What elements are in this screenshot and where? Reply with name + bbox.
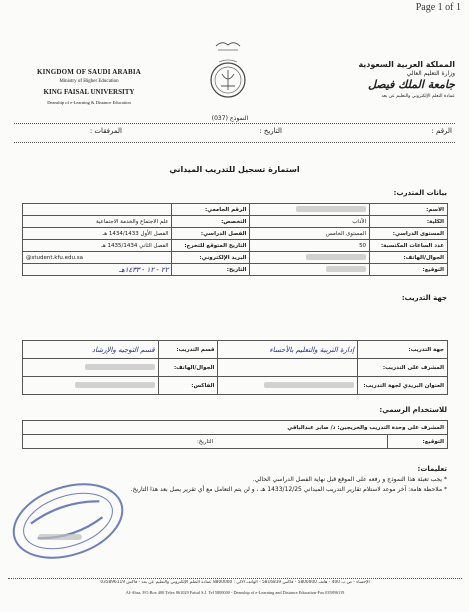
value-college: الآداب	[250, 216, 370, 228]
instruction-item: * ملاحظة هامة: آخر موعد لاستلام تقارير التدريب الميداني 1433/12/25 هـ ، و لن يتم التعامل مع أي تقرير يصل بعد هذا التاريخ.	[130, 485, 447, 493]
label-major: التخصص:	[172, 216, 250, 228]
label-semester: الفصل الدراسي:	[172, 228, 250, 240]
table-row	[23, 204, 448, 216]
official-signature-label: التوقيع:	[388, 435, 448, 449]
instruction-item: * يجب تعبئة هذا النموذج و رفعه على الموقع قبل نهاية الفصل الدراسي الحالي.	[252, 476, 447, 484]
label-fax: الفاكس:	[158, 377, 218, 395]
trainee-table	[22, 203, 448, 276]
redacted-signature	[326, 266, 366, 272]
header-ar-deanship: عمادة التعلم الإلكتروني والتعليم عن بعد	[381, 93, 455, 99]
label-date: التاريخ:	[172, 264, 250, 276]
label-graduation: التاريخ المتوقع للتخرج:	[172, 240, 250, 252]
table-row	[23, 216, 448, 228]
ref-date-label: التاريخ :	[259, 127, 282, 135]
header-ar-ministry: وزارة التعليم العالي	[406, 69, 455, 77]
page-counter: Page 1 of 1	[415, 2, 461, 13]
header-en-deanship: Deanship of e-Learning & Distance Education	[47, 99, 131, 105]
value-semester: الفصل الأول 1434/1433 هـ	[23, 228, 172, 240]
label-college: الكلية:	[370, 216, 448, 228]
table-row	[23, 252, 448, 264]
label-name: الاسم:	[370, 204, 448, 216]
header-english	[14, 68, 164, 105]
value-mobile	[250, 252, 370, 264]
header-divider	[14, 123, 455, 124]
value-hours: 50	[250, 240, 370, 252]
value-training-mobile	[23, 359, 159, 377]
label-student-id: الرقم الجامعي:	[172, 204, 250, 216]
value-signature	[250, 264, 370, 276]
table-row	[23, 240, 448, 252]
official-date-cell	[23, 435, 388, 449]
value-name	[250, 204, 370, 216]
form-title: استمارة تسجيل للتدريب الميداني	[169, 165, 300, 174]
official-date-label: التاريخ:	[196, 438, 214, 445]
ref-divider	[14, 142, 455, 143]
header-en-university: KING FAISAL UNIVERSITY	[43, 87, 135, 96]
label-email: البريد الإلكتروني:	[172, 252, 250, 264]
value-fax	[23, 377, 159, 395]
official-supervisor: المشرف على وحدة التدريب والخريجين: د/ صابر عبدالباقي	[23, 421, 448, 435]
redacted-name	[296, 206, 366, 212]
table-row	[23, 359, 448, 377]
value-email: @student.kfu.edu.sa	[23, 252, 172, 264]
label-training-entity: جهة التدريب:	[358, 341, 448, 359]
label-training-mobile: الجوال/الهاتف:	[158, 359, 218, 377]
training-table	[22, 340, 448, 395]
instructions-heading: تعليمات:	[417, 465, 447, 473]
redacted-training-mobile	[85, 364, 155, 370]
official-heading: للاستخدام الرسمي:	[379, 406, 447, 414]
footer-divider	[8, 578, 462, 579]
label-hours: عدد الساعات المكتسبة:	[370, 240, 448, 252]
header-en-ministry: Ministry of Higher Education	[59, 79, 119, 85]
table-row	[23, 435, 448, 449]
ref-attachments-label: المرفقات :	[89, 127, 122, 135]
table-row	[23, 264, 448, 276]
value-major: علم الاجتماع والخدمة الاجتماعية	[23, 216, 172, 228]
label-supervisor: المشرف على التدريب:	[358, 359, 448, 377]
label-training-dept: قسم التدريب:	[158, 341, 218, 359]
value-training-dept: قسم التوجيه والإرشاد	[23, 341, 159, 359]
value-date: ٢٢ - ١٢ - ١٤٣٣هـ	[23, 264, 172, 276]
label-signature: التوقيع:	[370, 264, 448, 276]
value-student-id	[23, 204, 172, 216]
official-table	[22, 420, 448, 449]
footer-arabic: الإحساء - ص.ب 400 - هاتف 5800000 - فاكس 5816819 - الهاتف الآلي : 8800000 عمادة التعلم الإلكتروني والتعليم عن بعد - فاكس 035896119	[100, 580, 370, 585]
university-emblem-icon	[208, 40, 248, 112]
value-training-entity: إدارة التربية والتعليم بالأحساء	[218, 341, 358, 359]
value-level: المستوى الخامس	[250, 228, 370, 240]
value-supervisor	[218, 359, 358, 377]
form-number: النموذج (037)	[211, 115, 249, 122]
header-ar-kingdom: المملكة العربية السعودية	[358, 60, 455, 69]
footer-english: Al-Ahsa, P.O.Box 400 Telex 861029 Faisal S.J. Tel 5800000 - Deanship of e-Learning and Distance Education-Fax 035896119	[125, 590, 345, 595]
value-graduation: الفصل الثاني 1435/1434 هـ	[23, 240, 172, 252]
table-row	[23, 228, 448, 240]
label-level: المستوى الدراسي:	[370, 228, 448, 240]
training-heading: جهة التدريب:	[401, 294, 447, 302]
header-arabic	[320, 60, 455, 99]
official-stamp-icon	[2, 472, 134, 570]
redacted-address	[264, 382, 354, 388]
label-mobile: الجوال/الهاتف:	[370, 252, 448, 264]
trainee-heading: بيانات المتدرب:	[393, 189, 447, 197]
table-row	[23, 377, 448, 395]
value-postal-address	[218, 377, 358, 395]
table-row	[23, 341, 448, 359]
redacted-mobile	[306, 254, 366, 260]
label-postal-address: العنوان البريدي لجهة التدريب:	[358, 377, 448, 395]
header-ar-university: جامعة الملك فيصل	[367, 77, 455, 91]
ref-number-label: الرقم :	[431, 127, 452, 135]
header-en-kingdom: KINGDOM OF SAUDI ARABIA	[36, 68, 142, 76]
redacted-fax	[75, 382, 155, 388]
reference-row	[20, 127, 452, 139]
table-row	[23, 421, 448, 435]
